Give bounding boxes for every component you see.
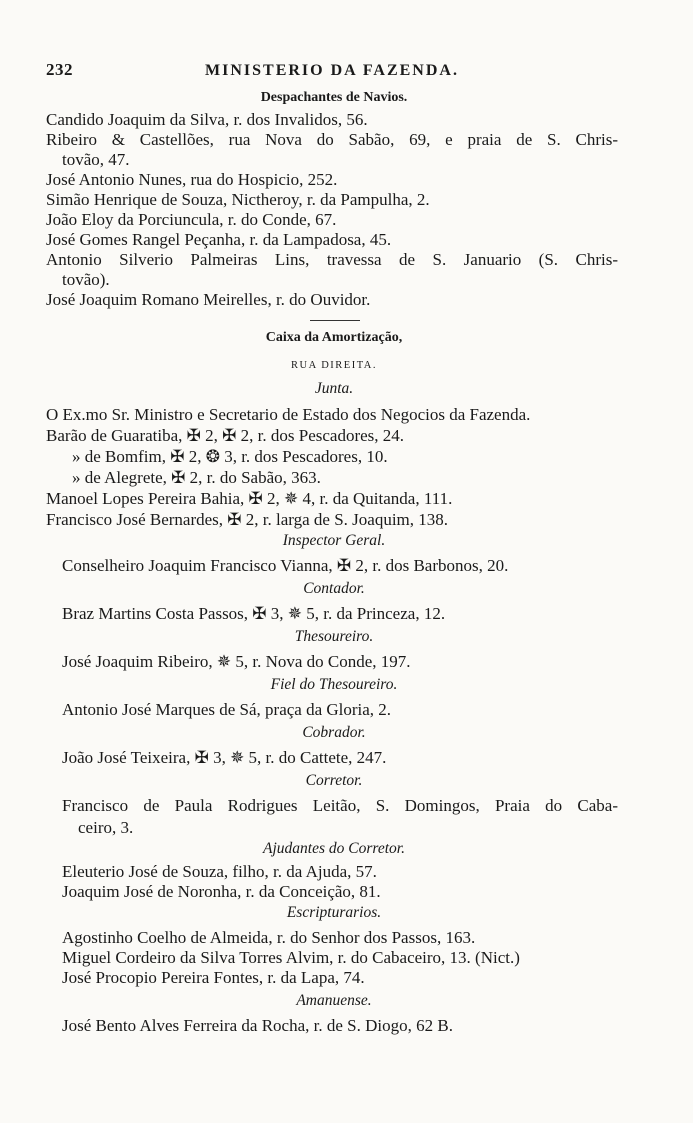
list-item: Barão de Guaratiba, ✠ 2, ✠ 2, r. dos Pescadores, 24. (46, 426, 405, 445)
role-heading-contador: Contador. (303, 580, 365, 597)
list-item: » de Bomfim, ✠ 2, ❂ 3, r. dos Pescadores, 10. (72, 447, 388, 466)
list-item: Simão Henrique de Souza, Nictheroy, r. da Pampulha, 2. (46, 190, 430, 209)
section-subtitle: RUA DIREITA. (291, 360, 377, 371)
list-item: » de Alegrete, ✠ 2, r. do Sabão, 363. (72, 468, 321, 487)
role-heading-inspector: Inspector Geral. (282, 532, 386, 549)
list-item: José Gomes Rangel Peçanha, r. da Lampadosa, 45. (46, 230, 392, 249)
list-item: Miguel Cordeiro da Silva Torres Alvim, r. do Cabaceiro, 13. (Nict.) (62, 948, 520, 967)
role-heading-thesoureiro: Thesoureiro. (294, 628, 374, 645)
role-heading-amanuense: Amanuense. (296, 992, 372, 1009)
section-title-caixa: Caixa da Amortização, (265, 330, 403, 345)
list-item: João Eloy da Porciuncula, r. do Conde, 67. (46, 210, 337, 229)
role-heading-ajudantes: Ajudantes do Corretor. (263, 840, 405, 857)
section-title-despachantes: Despachantes de Navios. (260, 90, 408, 105)
list-item: José Antonio Nunes, rua do Hospicio, 252. (46, 170, 338, 189)
list-item-continuation: tovão, 47. (62, 150, 130, 169)
role-heading-corretor: Corretor. (305, 772, 363, 789)
page-number: 232 (46, 60, 73, 79)
page-title: MINISTERIO DA FAZENDA. (205, 62, 459, 79)
list-item: José Joaquim Romano Meirelles, r. do Ouvidor. (46, 290, 371, 309)
role-heading-junta: Junta. (314, 380, 354, 397)
list-item: José Bento Alves Ferreira da Rocha, r. de S. Diogo, 62 B. (62, 1016, 453, 1035)
list-item: Ribeiro & Castellões, rua Nova do Sabão, 69, e praia de S. Chris- (46, 130, 618, 149)
list-item-continuation: ceiro, 3. (78, 818, 134, 837)
list-item: José Joaquim Ribeiro, ✵ 5, r. Nova do Conde, 197. (62, 652, 411, 671)
list-item: Candido Joaquim da Silva, r. dos Invalidos, 56. (46, 110, 368, 129)
list-item: Antonio José Marques de Sá, praça da Gloria, 2. (62, 700, 392, 719)
list-item: Joaquim José de Noronha, r. da Conceição, 81. (62, 882, 381, 901)
list-item: Antonio Silverio Palmeiras Lins, travessa de S. Januario (S. Chris- (46, 250, 618, 269)
role-heading-fiel: Fiel do Thesoureiro. (270, 676, 398, 693)
list-item: Francisco José Bernardes, ✠ 2, r. larga de S. Joaquim, 138. (46, 510, 449, 529)
list-item: Manoel Lopes Pereira Bahia, ✠ 2, ✵ 4, r. da Quitanda, 111. (46, 489, 453, 508)
list-item: Francisco de Paula Rodrigues Leitão, S. Domingos, Praia do Caba- (62, 796, 618, 815)
role-heading-cobrador: Cobrador. (302, 724, 366, 741)
list-item: Braz Martins Costa Passos, ✠ 3, ✵ 5, r. da Princeza, 12. (62, 604, 446, 623)
list-item: Agostinho Coelho de Almeida, r. do Senhor dos Passos, 163. (62, 928, 476, 947)
list-item: João José Teixeira, ✠ 3, ✵ 5, r. do Cattete, 247. (62, 748, 387, 767)
list-item: José Procopio Pereira Fontes, r. da Lapa, 74. (62, 968, 365, 987)
list-item: O Ex.mo Sr. Ministro e Secretario de Estado dos Negocios da Fazenda. (46, 405, 531, 424)
list-item: Eleuterio José de Souza, filho, r. da Ajuda, 57. (62, 862, 377, 881)
section-divider (310, 320, 360, 321)
list-item-continuation: tovão). (62, 270, 110, 289)
page-header (46, 60, 618, 82)
role-heading-escripturarios: Escripturarios. (286, 904, 382, 921)
list-item: Conselheiro Joaquim Francisco Vianna, ✠ 2, r. dos Barbonos, 20. (62, 556, 509, 575)
